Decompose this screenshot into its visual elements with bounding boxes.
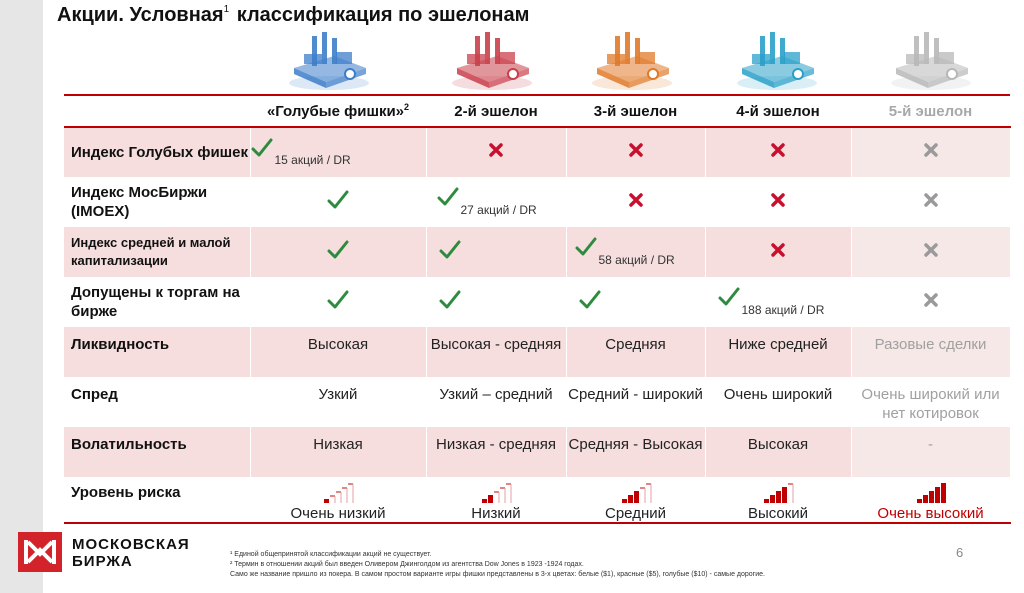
table-row-mid-small-index xyxy=(64,227,1010,277)
cross-icon xyxy=(770,142,786,163)
column-header-echelon-5: 5-й эшелон xyxy=(851,95,1010,127)
moex-logo-icon xyxy=(18,532,62,572)
header-empty-cell xyxy=(64,95,250,127)
orange-factory-icon xyxy=(577,28,687,92)
table-row-risk xyxy=(64,477,1010,523)
checkmark-icon xyxy=(575,237,597,262)
stock-count: 27 акций / DR xyxy=(460,202,537,217)
spread-value: Узкий – средний xyxy=(426,377,566,427)
liquidity-value: Высокая - средняя xyxy=(426,327,566,377)
spread-value: Средний - широкий xyxy=(566,377,705,427)
table-row-liquidity xyxy=(64,327,1010,377)
risk-value: Очень низкий xyxy=(290,505,386,522)
column-header-echelon-4: 4-й эшелон xyxy=(705,95,851,127)
liquidity-value: Средняя xyxy=(566,327,705,377)
cross-icon xyxy=(923,192,939,213)
cross-icon xyxy=(628,142,644,163)
echelon-table xyxy=(64,94,1011,524)
column-header-echelon-3: 3-й эшелон xyxy=(566,95,705,127)
spread-value: Очень широкий или нет котировок xyxy=(851,377,1010,427)
footnotes xyxy=(230,550,930,580)
risk-level-icon xyxy=(480,481,512,503)
column-header-blue-chips: «Голубые фишки»$^2$ xyxy=(250,95,426,127)
risk-value: Высокий xyxy=(747,505,809,522)
table-row-spread xyxy=(64,377,1010,427)
cross-icon xyxy=(488,142,504,163)
table-header-row xyxy=(64,95,1010,127)
risk-value: Низкий xyxy=(471,505,521,522)
stock-count: 58 акций / DR xyxy=(598,252,675,267)
table-row-admitted xyxy=(64,277,1010,327)
volatility-value: Низкая xyxy=(250,427,426,477)
checkmark-icon xyxy=(439,240,461,265)
cross-icon xyxy=(770,242,786,263)
moex-logo-text: МОСКОВСКАЯ БИРЖА xyxy=(72,536,190,570)
footnote-2: ² Термин в отношении акций был введен Оливером Джинголдом из агентства Dow Jones в 1923 -1924 годах. xyxy=(230,561,584,568)
red-factory-icon xyxy=(437,28,547,92)
grey-factory-icon xyxy=(876,28,986,92)
footnote-1: ¹ Единой общепринятой классификации акций не существует. xyxy=(230,551,432,558)
light-blue-factory-icon xyxy=(722,28,832,92)
volatility-value: - xyxy=(851,427,1010,477)
footnote-3: Само же название пришло из покера. В самом простом варианте игры фишки представлены в 3-х цветах: белые ($1), красные ($5), голубые ($10) - самые дорогие. xyxy=(230,571,765,578)
liquidity-value: Высокая xyxy=(250,327,426,377)
table-row-blue-index xyxy=(64,127,1010,177)
row-label: Индекс МосБиржи (IMOEX) xyxy=(64,177,250,227)
liquidity-value: Ниже средней xyxy=(705,327,851,377)
checkmark-icon xyxy=(251,138,273,163)
row-label: Индекс средней и малой капитализации xyxy=(64,227,250,277)
risk-value: Средний xyxy=(605,505,666,522)
row-label: Волатильность xyxy=(64,427,250,477)
blue-chip-factory-icon xyxy=(274,28,384,92)
checkmark-icon xyxy=(439,290,461,315)
cross-icon xyxy=(770,192,786,213)
risk-level-icon xyxy=(620,481,652,503)
stock-count: 15 акций / DR xyxy=(274,153,351,168)
checkmark-icon xyxy=(579,290,601,315)
liquidity-value: Разовые сделки xyxy=(851,327,1010,377)
row-label: Индекс Голубых фишек xyxy=(64,127,250,177)
table-row-volatility xyxy=(64,427,1010,477)
volatility-value: Высокая xyxy=(705,427,851,477)
row-label: Уровень риска xyxy=(64,477,250,523)
page-number: 6 xyxy=(956,545,964,560)
spread-value: Узкий xyxy=(250,377,426,427)
row-label: Допущены к торгам на бирже xyxy=(64,277,250,327)
stock-count: 188 акций / DR xyxy=(741,302,825,317)
volatility-value: Низкая - средняя xyxy=(426,427,566,477)
volatility-value: Средняя - Высокая xyxy=(566,427,705,477)
checkmark-icon xyxy=(718,287,740,312)
cross-icon xyxy=(923,292,939,313)
checkmark-icon xyxy=(437,187,459,212)
spread-value: Очень широкий xyxy=(705,377,851,427)
row-label: Спред xyxy=(64,377,250,427)
table-row-moex-index xyxy=(64,177,1010,227)
row-label: Ликвидность xyxy=(64,327,250,377)
risk-level-icon xyxy=(762,481,794,503)
risk-value: Очень высокий xyxy=(877,505,984,522)
cross-icon xyxy=(628,192,644,213)
risk-level-icon xyxy=(322,481,354,503)
risk-level-icon xyxy=(915,481,947,503)
echelon-icons xyxy=(0,28,1024,92)
checkmark-icon xyxy=(327,290,349,315)
checkmark-icon xyxy=(327,240,349,265)
checkmark-icon xyxy=(327,190,349,215)
page-title: Акции. Условная$^1$ классификация по эшелонам xyxy=(57,4,530,26)
column-header-echelon-2: 2-й эшелон xyxy=(426,95,566,127)
cross-icon xyxy=(923,142,939,163)
cross-icon xyxy=(923,242,939,263)
